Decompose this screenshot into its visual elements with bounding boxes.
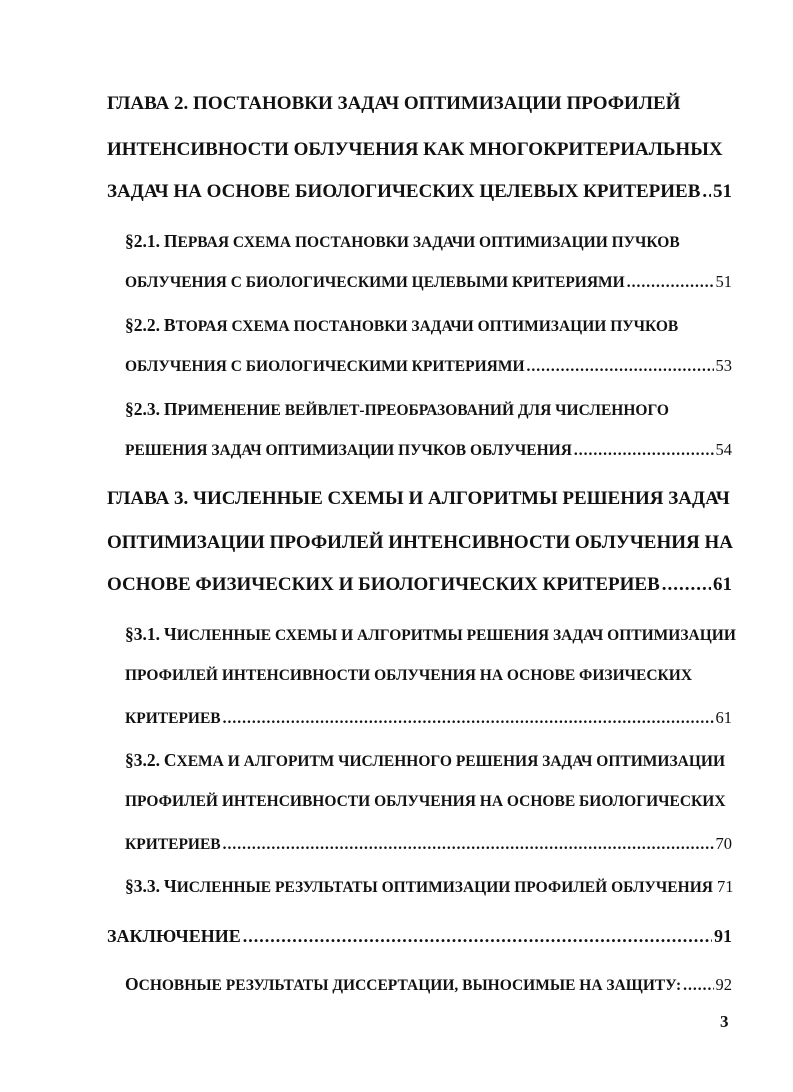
page-number: 3 [720,1012,729,1031]
section-2-3-page: 54 [715,440,732,459]
chapter2-title-line3[interactable]: ЗАДАЧ НА ОСНОВЕ БИОЛОГИЧЕСКИХ ЦЕЛЕВЫХ КРИТЕРИЕВ ..... 51 [107,182,732,201]
chapter2-title-line1: ГЛАВА 2. ПОСТАНОВКИ ЗАДАЧ ОПТИМИЗАЦИИ ПРОФИЛЕЙ [107,93,681,114]
section-3-1-page: 61 [715,708,732,727]
section-2-1-line2[interactable]: ОБЛУЧЕНИЯ С БИОЛОГИЧЕСКИМИ ЦЕЛЕВЫМИ КРИТЕРИЯМИ ..... 51 [125,274,732,291]
section-2-3-number: §2.3. [125,399,160,419]
section-2-1-number: §2.1. [125,231,160,251]
leader-dots [223,837,714,853]
leader-dots [627,275,714,291]
chapter3-title-line1: ГЛАВА 3. ЧИСЛЕННЫЕ СХЕМЫ И АЛГОРИТМЫ РЕШЕНИЯ ЗАДАЧ [107,488,730,509]
main-results-page: 92 [715,975,732,994]
leader-dots [662,575,711,594]
section-2-2-page: 53 [715,356,732,375]
section-2-3-line2[interactable]: РЕШЕНИЯ ЗАДАЧ ОПТИМИЗАЦИИ ПУЧКОВ ОБЛУЧЕНИЯ ..... 54 [125,442,732,459]
main-results-entry[interactable]: ОСНОВНЫЕ РЕЗУЛЬТАТЫ ДИССЕРТАЦИИ, ВЫНОСИМЫЕ НА ЗАЩИТУ: ..... 92 [125,976,732,994]
section-3-3-line1[interactable]: §3.3. ЧИСЛЕННЫЕ РЕЗУЛЬТАТЫ ОПТИМИЗАЦИИ ПРОФИЛЕЙ ОБЛУЧЕНИЯ 71 [125,876,734,896]
section-3-1-line1[interactable]: §3.1. ЧИСЛЕННЫЕ СХЕМЫ И АЛГОРИТМЫ РЕШЕНИЯ ЗАДАЧ ОПТИМИЗАЦИИ [125,624,736,644]
section-2-2-number: §2.2. [125,315,160,335]
leader-dots [683,978,713,994]
chapter3-page: 61 [713,574,732,595]
chapter3-title-line3[interactable]: ОСНОВЕ ФИЗИЧЕСКИХ И БИОЛОГИЧЕСКИХ КРИТЕРИЕВ ..... 61 [107,575,732,594]
leader-dots [527,359,714,375]
leader-dots [574,443,714,459]
section-2-1-page: 51 [715,272,732,291]
section-3-1-line3[interactable]: КРИТЕРИЕВ ..... 61 [125,710,732,727]
chapter2-title-line2: ИНТЕНСИВНОСТИ ОБЛУЧЕНИЯ КАК МНОГОКРИТЕРИАЛЬНЫХ [107,139,723,160]
section-3-3-page: 71 [716,877,734,896]
leader-dots [223,711,714,727]
section-3-1-number: §3.1. [125,624,160,644]
section-3-2-line1[interactable]: §3.2. СХЕМА И АЛГОРИТМ ЧИСЛЕННОГО РЕШЕНИЯ ЗАДАЧ ОПТИМИЗАЦИИ [125,750,726,770]
section-3-2-line3[interactable]: КРИТЕРИЕВ ..... 70 [125,836,732,853]
section-2-2-line1[interactable]: §2.2. ВТОРАЯ СХЕМА ПОСТАНОВКИ ЗАДАЧИ ОПТИМИЗАЦИИ ПУЧКОВ [125,315,679,335]
section-2-3-line1[interactable]: §2.3. ПРИМЕНЕНИЕ ВЕЙВЛЕТ-ПРЕОБРАЗОВАНИЙ ДЛЯ ЧИСЛЕННОГО [125,399,669,419]
section-3-3-number: §3.3. [125,876,160,896]
section-3-2-page: 70 [715,834,732,853]
chapter2-page: 51 [713,181,732,202]
leader-dots [243,927,712,945]
section-2-1-line1[interactable]: §2.1. ПЕРВАЯ СХЕМА ПОСТАНОВКИ ЗАДАЧИ ОПТИМИЗАЦИИ ПУЧКОВ [125,231,680,251]
chapter3-title-line2: ОПТИМИЗАЦИИ ПРОФИЛЕЙ ИНТЕНСИВНОСТИ ОБЛУЧЕНИЯ НА [107,532,733,553]
section-2-2-line2[interactable]: ОБЛУЧЕНИЯ С БИОЛОГИЧЕСКИМИ КРИТЕРИЯМИ ..... 53 [125,358,732,375]
section-3-2-number: §3.2. [125,750,160,770]
conclusion-page: 91 [714,926,732,946]
section-3-1-line2[interactable]: ПРОФИЛЕЙ ИНТЕНСИВНОСТИ ОБЛУЧЕНИЯ НА ОСНОВЕ ФИЗИЧЕСКИХ [125,667,693,684]
section-3-2-line2[interactable]: ПРОФИЛЕЙ ИНТЕНСИВНОСТИ ОБЛУЧЕНИЯ НА ОСНОВЕ БИОЛОГИЧЕСКИХ [125,793,726,810]
leader-dots [702,182,711,201]
conclusion-entry[interactable]: ЗАКЛЮЧЕНИЕ ..... 91 [107,927,732,945]
